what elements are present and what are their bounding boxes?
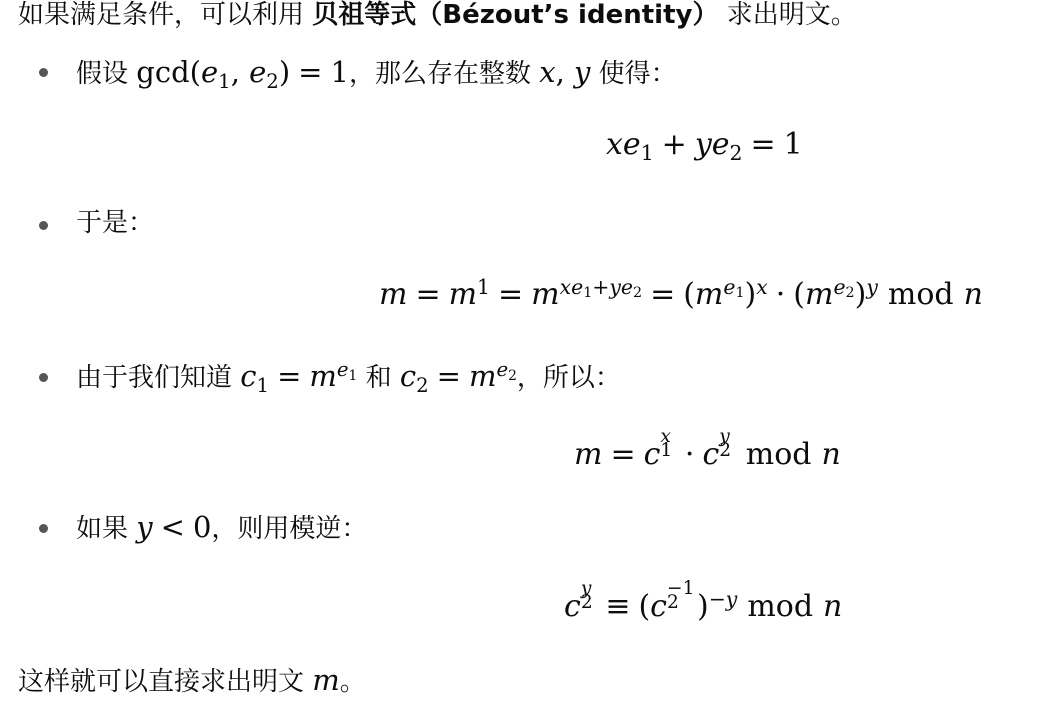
intro-text-before: 如果满足条件，可以利用 xyxy=(18,0,313,30)
c1-definition: $c_1 = m^{e1}$ xyxy=(240,358,358,397)
gcd-expression: $\gcd(e_1$, $e_2) = 1$ xyxy=(136,55,349,93)
bullet3-and-text: 和 xyxy=(357,363,400,393)
bezout-equation: $xe_1 + ye_2 = 1$ xyxy=(606,127,803,165)
bullet-item-negative-y xyxy=(76,510,368,544)
bullet-marker-4 xyxy=(39,524,48,533)
plaintext-var: m xyxy=(312,663,340,697)
gcd-function: gcd xyxy=(136,55,190,89)
modular-inverse-equation: c y 2 ≡ (c −1 2 )$^{-y}$ mod n xyxy=(564,577,843,624)
outro-text-after: 。 xyxy=(339,667,366,697)
bullet1-lead-text: 假设 xyxy=(76,59,137,89)
intro-text-after: 求出明文。 xyxy=(718,0,857,30)
bullet4-tail-text: ，则用模逆： xyxy=(211,514,368,544)
outro-paragraph xyxy=(18,663,366,697)
outro-text-before: 这样就可以直接求出明文 xyxy=(18,667,313,697)
bullet-item-ciphertexts xyxy=(76,358,621,397)
mod-operator-2: mod xyxy=(745,437,812,472)
y-negative-condition: y < 0 xyxy=(136,510,212,544)
bullet-marker-1 xyxy=(39,68,48,77)
bullet-item-therefore xyxy=(76,210,154,236)
bullet2-lead-text: 于是： xyxy=(76,208,155,238)
mod-operator-3: mod xyxy=(747,589,814,624)
c2-definition: $c_2 = m^{e2}$ xyxy=(399,358,517,397)
bullet1-mid-text: ，那么存在整数 xyxy=(348,59,540,89)
bullet4-lead-text: 如果 xyxy=(76,514,137,544)
intro-bold-term: 贝祖等式（Bézout’s identity） xyxy=(312,0,719,30)
bullet-marker-3 xyxy=(39,373,48,382)
bullet3-lead-text: 由于我们知道 xyxy=(76,363,241,393)
plaintext-recovery-equation: m = c x 1 · c y 2 mod n xyxy=(574,425,841,472)
bullet1-tail-text: 使得： xyxy=(590,59,677,89)
integer-vars: x, y xyxy=(539,55,591,89)
message-derivation-equation: $m = m^1 = m^{xe1+ye2} = (m^{e1})^x \cdot (m^{e2})^y$ mod n xyxy=(379,274,983,312)
mod-operator-1: mod xyxy=(887,277,954,312)
bullet3-tail-text: ，所以： xyxy=(516,363,621,393)
bullet-item-gcd xyxy=(76,55,677,93)
bullet-marker-2 xyxy=(39,221,48,230)
intro-paragraph xyxy=(18,2,857,28)
